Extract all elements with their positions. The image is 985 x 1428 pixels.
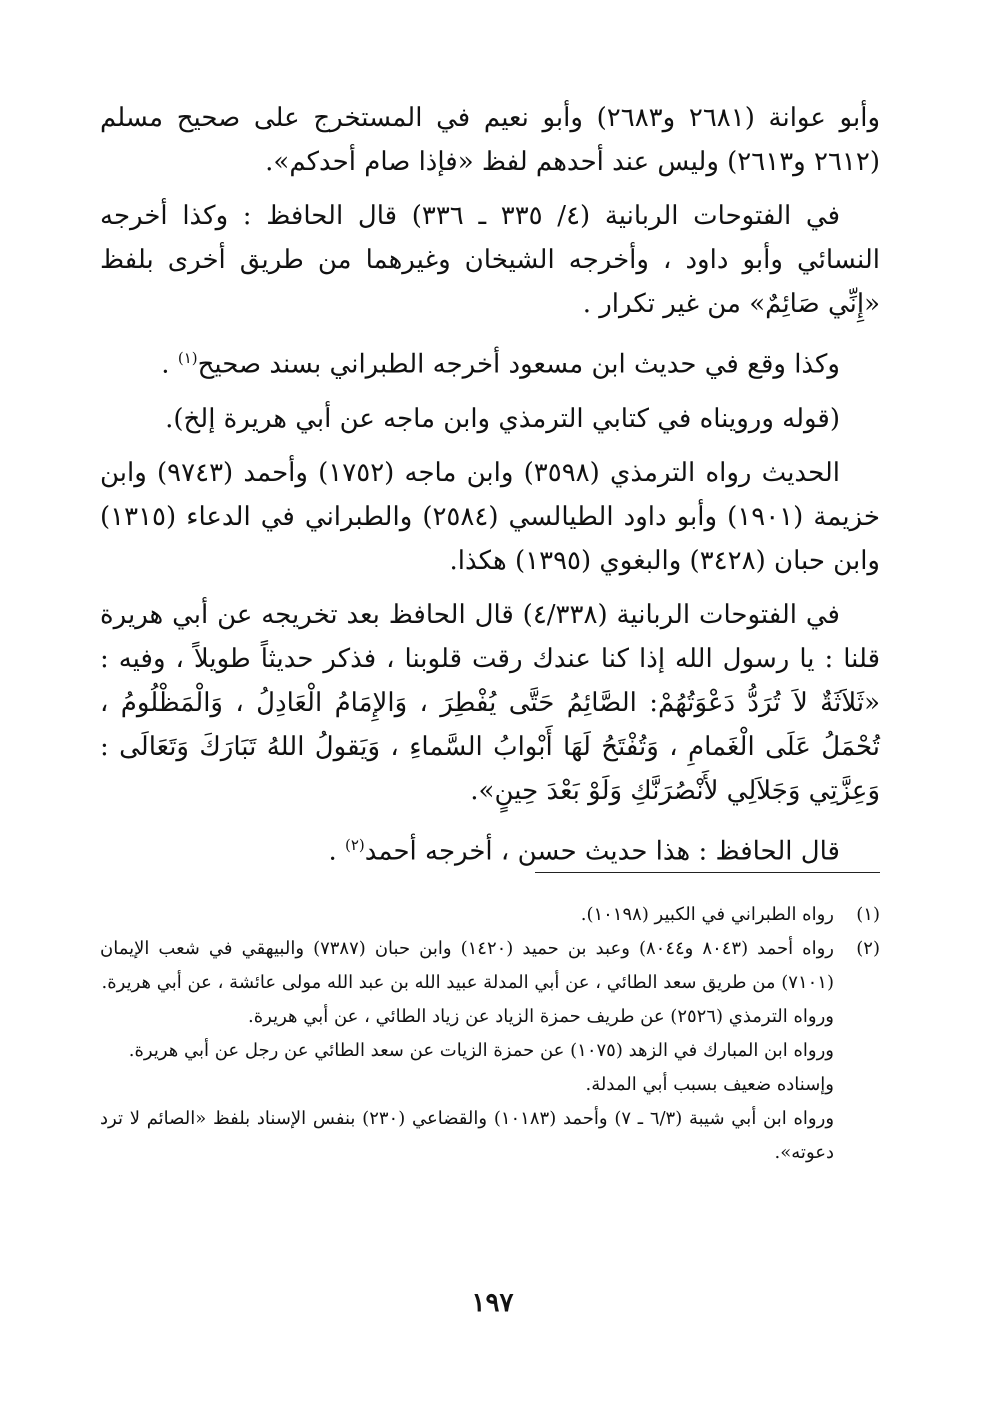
footnote-2-line: وإسناده ضعيف بسبب أبي المدلة. (585, 1074, 834, 1095)
footnote-2-line: ورواه ابن أبي شيبة (٦/٣ ـ ٧) وأحمد (١٠١٨٣) والقضاعي (٢٣٠) بنفس الإسناد بلفظ «الصائم لا ترد دعوته». (100, 1108, 835, 1163)
footnote-1-number: (١) (856, 904, 880, 925)
paragraph-7: قال الحافظ : هذا حديث حسن ، أخرجه أحمد$^{(٢)}$ . (328, 835, 840, 867)
paragraph-4: (قوله ورويناه في كتابي الترمذي وابن ماجه عن أبي هريرة إلخ). (165, 403, 840, 434)
page-body (100, 96, 880, 883)
paragraph-3-text: وكذا وقع في حديث ابن مسعود أخرجه الطبراني بسند صحيح (197, 349, 840, 380)
footnote-2-line: ورواه الترمذي (٢٥٢٦) عن طريف حمزة الزياد عن زياد الطائي ، عن أبي هريرة. (248, 1006, 834, 1027)
footnote-separator (535, 872, 880, 873)
footnote-2-number: (٢) (856, 938, 880, 959)
footnote-1-text: رواه الطبراني في الكبير (١٠١٩٨). (580, 904, 834, 925)
paragraph-1: وأبو عوانة (٢٦٨١ و٢٦٨٣) وأبو نعيم في المستخرج على صحيح مسلم (٢٦١٢ و٢٦١٣) وليس عند أحدهم لفظ «فإذا صام أحدكم». (100, 103, 880, 177)
footnotes (100, 898, 880, 1170)
paragraph-7-text: قال الحافظ : هذا حديث حسن ، أخرجه أحمد (364, 836, 840, 867)
footnote-2 (100, 932, 880, 1000)
paragraph-2: في الفتوحات الربانية (٤/ ٣٣٥ ـ ٣٣٦) قال الحافظ : وكذا أخرجه النسائي وأبو داود ، وأخرجه الشيخان وغيرهما من طريق أخرى بلفظ «إِنِّي صَائِمٌ» من غير تكرار . (100, 201, 880, 319)
paragraph-3: وكذا وقع في حديث ابن مسعود أخرجه الطبراني بسند صحيح$^{(١)}$ . (161, 349, 840, 380)
footnote-2-line: ورواه ابن المبارك في الزهد (١٠٧٥) عن حمزة الزيات عن سعد الطائي عن رجل عن أبي هريرة. (128, 1040, 834, 1061)
footnote-1 (100, 898, 880, 932)
footnote-ref-2[interactable]: (٢) (344, 835, 365, 854)
paragraph-5: الحديث رواه الترمذي (٣٥٩٨) وابن ماجه (١٧٥٢) وأحمد (٩٧٤٣) وابن خزيمة (١٩٠١) وأبو داود الطيالسي (٢٥٨٤) والطبراني في الدعاء (١٣١٥) وابن حبان (٣٤٢٨) والبغوي (١٣٩٥) هكذا. (100, 457, 880, 576)
footnote-ref-1[interactable]: (١) (177, 349, 198, 367)
footnote-2-text: رواه أحمد (٨٠٤٣ و٨٠٤٤) وعبد بن حميد (١٤٢٠) وابن حبان (٧٣٨٧) والبيهقي في شعب الإيمان (٧١٠١) من طريق سعد الطائي ، عن أبي المدلة عبيد الله بن عبد الله مولى عائشة ، عن أبي هريرة. (100, 938, 834, 993)
paragraph-6: في الفتوحات الربانية (٤/٣٣٨) قال الحافظ بعد تخريجه عن أبي هريرة قلنا : يا رسول الله إذا كنا عندك رقت قلوبنا ، فذكر حديثاً طويلاً ، وفيه : «ثَلاَثَةٌ لاَ تُرَدُّ دَعْوَتُهُمْ: الصَّائِمُ حَتَّى يُفْطِرَ ، وَالإِمَامُ الْعَادِلُ ، وَالْمَظْلُومُ ، تُحْمَلُ عَلَى الْغَمامِ ، وَتُفْتَحُ لَهَا أَبْوابُ السَّماءِ ، وَيَقولُ اللهُ تَبَارَكَ وَتَعَالَى : وَعِزَّتِي وَجَلاَلِي لأَنْصُرَنَّكِ وَلَوْ بَعْدَ حِينٍ». (100, 599, 880, 806)
page-number: ١٩٧ (471, 1288, 514, 1318)
